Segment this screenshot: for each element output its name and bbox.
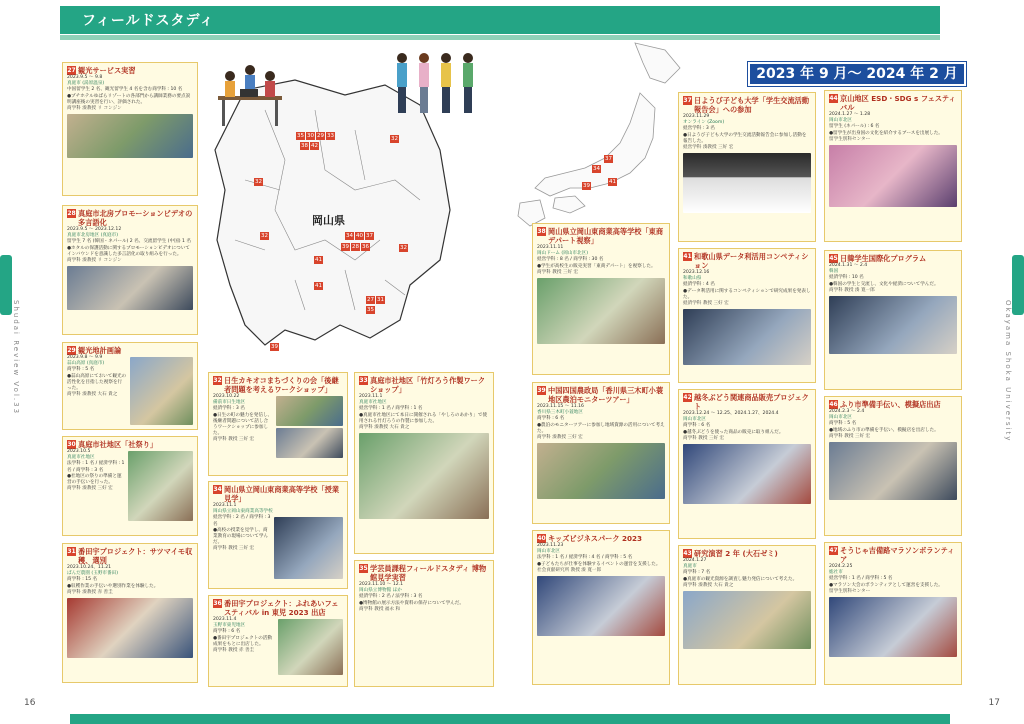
card-date: 2023.11.15 〜 11.16 <box>537 404 584 409</box>
card-photo <box>274 517 343 579</box>
card-participants: 商学科 : 6 名 <box>213 629 241 635</box>
card-place: 韓国 <box>829 269 839 275</box>
page-number-right: 17 <box>988 698 1000 708</box>
card-description: ●博物館の展示方法や資料の保存について学んだ。 <box>359 600 464 606</box>
students-at-desk-illustration <box>210 62 290 130</box>
card-46 <box>824 396 962 536</box>
card-description: ●学生が高校生の販売実習「東商デパート」を視察した。 <box>537 263 656 269</box>
card-photo <box>829 442 957 500</box>
card-date: 2023.11.10 〜 12.1 <box>359 582 404 587</box>
card-place: 岡山市北区 <box>829 118 852 124</box>
card-photo <box>128 451 193 521</box>
page-number-left: 16 <box>24 698 36 708</box>
card-participants: 商学科 : 5 名 <box>67 367 95 373</box>
map-marker: 30 <box>307 133 314 139</box>
card-faculty: 商学科 湊教授 三好 宏 <box>537 435 583 441</box>
card-faculty: 商学科 湊教授 赤 善圭 <box>67 589 113 595</box>
map-marker: 35 <box>297 133 304 139</box>
card-faculty: 商学科 教授 三好 宏 <box>537 269 579 275</box>
card-date: 2023.11.23 <box>537 543 564 548</box>
map-marker: 41 <box>315 257 322 263</box>
card-place: 真庭市社地区 <box>359 400 387 406</box>
map-marker: 32 <box>255 179 262 185</box>
map-marker: 42 <box>311 143 318 149</box>
card-number-badge: 34 <box>213 486 222 493</box>
card-photo <box>67 114 193 158</box>
card-37 <box>678 92 816 242</box>
card-participants: 商学科 : 7 名 <box>683 570 711 576</box>
japan-marker: 34 <box>593 166 600 172</box>
card-photo <box>829 145 957 207</box>
card-47 <box>824 542 962 685</box>
header-stripe <box>60 35 940 40</box>
card-date: 2023.11.29 <box>683 114 710 119</box>
card-description: ●越冬ぶどうを使った商品の販売に取り組んだ。 <box>683 429 784 435</box>
card-38 <box>532 223 670 375</box>
card-participants: 商学科 : 15 名 <box>67 577 98 583</box>
map-marker: 36 <box>362 244 369 250</box>
card-photo <box>278 619 343 675</box>
card-description: ●留学生が出身国の文化を紹介するブースを出展した。 <box>829 130 943 136</box>
card-date: 2023.11.1 <box>213 503 237 508</box>
card-description: ●社地区の祭りの準備と運営の手伝いを行った。 <box>67 473 122 486</box>
map-marker: 32 <box>391 136 398 142</box>
card-title: 日ようび子ども大学「学生交流活動報告会」への参加 <box>694 96 810 114</box>
card-place: 玉野市東児地区 <box>213 623 246 629</box>
card-description: ●蒜山高原にておいて観光の活性化を目指した視察を行った。 <box>67 373 127 392</box>
section-title: フィールドスタディ <box>82 13 215 29</box>
card-participants: 中国留学生 2 名、観光留学生 4 名を含む商学科 : 10 名 <box>67 87 183 93</box>
right-vertical-text: Okayama Shoka University <box>1004 300 1012 443</box>
card-faculty: 商学科 湊教授 リ コンジン <box>67 258 122 264</box>
card-faculty: 商学科 湊教授 大石 貴之 <box>359 425 410 431</box>
card-date: 2023.10.5 <box>67 449 91 454</box>
card-40 <box>532 530 670 685</box>
card-photo <box>359 433 489 519</box>
card-faculty: 商学科 教授 三好 宏 <box>213 437 255 443</box>
card-title: 中国四国農政局「香川県三木町小蓑地区農泊モニターツアー」 <box>548 386 664 404</box>
card-place: 岡山県立岡山東商業高等学校 <box>213 509 273 515</box>
card-photo <box>683 591 811 649</box>
map-marker: 35 <box>367 307 374 313</box>
card-place: 真庭市社地区 <box>67 455 95 461</box>
card-photo <box>276 396 343 426</box>
card-description: ●真庭市社地区にて本日に開催される「やしろのあかり」で使用される竹灯ろうの作製に参加した。 <box>359 412 488 424</box>
map-marker: 27 <box>367 297 374 303</box>
card-date: 2023.10.24、11.21 <box>67 565 112 570</box>
card-participants: 経営学科 : 3 名 <box>683 126 715 132</box>
card-faculty: 商学科 湊教授 リ コンジン <box>67 106 122 112</box>
card-number-badge: 30 <box>67 441 76 448</box>
card-date: 2023.9.5 〜 9.8 <box>67 75 103 80</box>
card-number-badge: 29 <box>67 347 76 354</box>
card-date: 2023.9.8 〜 9.9 <box>67 355 103 360</box>
card-33 <box>354 372 494 554</box>
card-title: 越冬ぶどう関連商品販売プロジェクト <box>694 393 809 411</box>
card-photo <box>537 443 665 499</box>
card-place: 岡山市北区 <box>537 549 560 555</box>
card-title: 観光地計画論 <box>78 346 122 355</box>
card-number-badge: 45 <box>829 255 838 262</box>
card-description: ●収穫作業の手伝いや選別作業を体験した。 <box>67 583 159 589</box>
card-28 <box>62 205 198 335</box>
card-45 <box>824 250 962 390</box>
card-place: 岡山市北区 <box>829 415 852 421</box>
japan-marker: 39 <box>583 183 590 189</box>
card-faculty: 留学生別科センター <box>829 588 871 594</box>
card-faculty: 商学科 湊教授 三好 宏 <box>67 486 113 492</box>
card-date: 2024.1.27 <box>683 558 707 563</box>
card-photo <box>537 576 665 636</box>
card-faculty: 留学生別科センター <box>829 136 871 142</box>
card-faculty: 商学科 湊教授 大石 貴之 <box>67 392 118 398</box>
card-place: 香川県三木町小蓑地区 <box>537 410 583 416</box>
card-number-badge: 47 <box>829 547 838 554</box>
map-marker: 39 <box>342 244 349 250</box>
card-place: 和歌山県 <box>683 276 702 282</box>
card-faculty: 経済学科 教授 三好 宏 <box>683 301 729 307</box>
map-marker: 34 <box>346 233 353 239</box>
card-description: ●真庭市の観光資源を調査し魅力発信について考えた。 <box>683 576 798 582</box>
card-31 <box>62 543 198 683</box>
card-description: ●農泊のモニターツアーに参加し地域資源の活用について考えた。 <box>537 422 665 434</box>
card-date: 2023.10.22 <box>213 394 240 399</box>
card-number-badge: 44 <box>829 95 838 102</box>
card-date: 2024.2.25 <box>829 564 853 569</box>
card-number-badge: 38 <box>537 228 546 235</box>
card-title: 和歌山県データ利活用コンペティション <box>694 252 809 270</box>
map-marker: 29 <box>317 133 324 139</box>
card-date: 2024.2.3 〜 2.4 <box>829 409 865 414</box>
card-faculty: 社会貢献研究所 教授 湊 寛一郎 <box>537 567 602 573</box>
card-participants: 留学生 7 名 (韓国・ネパール) 2 名、交流留学生 (中国) 1 名 <box>67 239 191 245</box>
card-photo <box>67 266 193 310</box>
card-participants: 経済学科 : 4 名 <box>683 282 715 288</box>
left-vertical-text: Shudai Review Vol.33 <box>12 300 20 416</box>
card-number-badge: 42 <box>683 394 692 401</box>
card-title: 観光サービス実習 <box>78 66 136 75</box>
card-43 <box>678 545 816 685</box>
map-marker: 31 <box>377 297 384 303</box>
card-title: キッズビジネスパーク 2023 <box>548 534 643 543</box>
card-title: 番田宇プロジェクト：サツマイモ収穫、選別 <box>78 547 193 565</box>
card-date: 2023.12.24 〜 12.25、2024.1.27、2024.4 <box>683 411 779 416</box>
card-place: 真庭市 (湯原温泉) <box>67 81 105 87</box>
card-place: 岡山ドーム (岡山市北区) <box>537 251 588 257</box>
card-32 <box>208 372 348 476</box>
card-participants: 経営学科 : 1 名 / 商学科 : 5 名 <box>829 576 893 582</box>
students-standing-illustration <box>392 50 484 116</box>
map-marker: 33 <box>327 133 334 139</box>
footer-bar <box>70 714 950 724</box>
map-marker: 32 <box>400 245 407 251</box>
card-faculty: 経営学科 湊教授 三好 宏 <box>683 145 734 151</box>
card-34 <box>208 481 348 589</box>
card-number-badge: 36 <box>213 600 222 607</box>
card-participants: 経済学科 : 10 名 <box>829 275 864 281</box>
card-faculty: 商学科 湊教授 大石 貴之 <box>683 582 734 588</box>
card-date: 2023.11.1 <box>359 394 383 399</box>
card-date: 2024.1.27 〜 1.28 <box>829 112 871 117</box>
card-faculty: 商学科 教授 福永 和 <box>359 606 401 612</box>
card-participants: 法学科 : 1 名 / 経済学科 : 1 名 / 商学科 : 3 名 <box>67 461 125 473</box>
right-side-tab <box>1012 255 1024 315</box>
card-photo <box>683 153 811 213</box>
card-title: 真庭市社地区「社祭り」 <box>78 440 158 449</box>
card-participants: 経営学科 : 2 名 / 商学科 : 3 名 <box>213 515 271 527</box>
card-description: ●プチホテルゆばらリゾートの各部門から講師業務の要点説明講座後の実習を行い、評価された。 <box>67 93 191 105</box>
card-faculty: 商学科 教授 赤 善圭 <box>213 648 255 654</box>
card-photo <box>276 428 343 458</box>
card-participants: 経済学科 : 2 名 / 法学科 : 3 名 <box>359 594 423 600</box>
card-participants: 経営学科 : 1 名 / 商学科 : 1 名 <box>359 406 423 412</box>
card-39 <box>532 382 670 524</box>
card-title: 番田宇プロジェクト：ふれあいフェスティバル in 東児 2023 出店 <box>224 599 339 617</box>
card-title: 岡山県立岡山東商業高等学校「東商デパート視察」 <box>548 227 664 245</box>
card-participants: 経営学科 : 8 名 / 商学科 : 30 名 <box>537 257 604 263</box>
card-41 <box>678 248 816 383</box>
map-marker: 28 <box>352 244 359 250</box>
card-place: 備前市日生地区 <box>213 400 246 406</box>
card-44 <box>824 90 962 242</box>
japan-map <box>515 38 690 228</box>
card-description: ●地域のふり市の準備を手伝い、模擬店を出店した。 <box>829 427 939 433</box>
card-place: 真庭市 <box>683 564 697 570</box>
card-date: 2023.11.4 <box>213 617 237 622</box>
card-participants: 商学科 : 5 名 <box>829 421 857 427</box>
card-number-badge: 41 <box>683 253 692 260</box>
map-marker: 38 <box>301 143 308 149</box>
card-date: 2023.11.11 <box>537 245 564 250</box>
card-photo <box>683 309 811 365</box>
card-photo <box>67 598 193 658</box>
card-place: 真庭市北房地区 (真庭市) <box>67 233 118 239</box>
card-participants: 商学科 : 6 名 <box>683 423 711 429</box>
card-number-badge: 31 <box>67 548 76 555</box>
card-title: 真庭市北房プロモーションビデオの多言語化 <box>78 209 193 227</box>
card-35 <box>354 560 494 687</box>
card-participants: 留学生 (ネパール) : 6 名 <box>829 124 880 130</box>
card-faculty: 商学科 教授 三好 宏 <box>213 546 255 552</box>
card-place: 総社市 <box>829 570 843 576</box>
card-30 <box>62 436 198 536</box>
card-date: 2024.1.31 〜 2.4 <box>829 263 868 268</box>
card-number-badge: 46 <box>829 401 838 408</box>
section-header <box>60 6 940 34</box>
card-photo <box>130 357 193 425</box>
card-number-badge: 37 <box>683 97 692 104</box>
card-title: ふり市準備手伝い、模擬店出店 <box>840 400 941 409</box>
card-27 <box>62 62 198 196</box>
card-description: ●番田宇プロジェクトの活動成果をもとに出店した。 <box>213 635 273 647</box>
card-description: ●子どもたちが仕事を体験するイベントの運営を支援した。 <box>537 561 661 567</box>
map-marker: 39 <box>271 344 278 350</box>
card-number-badge: 28 <box>67 210 76 217</box>
card-number-badge: 43 <box>683 550 692 557</box>
left-side-tab <box>0 255 12 315</box>
card-participants: 経済学科 : 3 名 <box>213 406 245 412</box>
card-place: 岡山県立博物館 ほか <box>359 588 402 594</box>
period-banner: 2023 年 9 月〜 2024 年 2 月 <box>748 62 966 86</box>
card-title: 岡山県立岡山東商業高等学校「授業見学」 <box>224 485 340 503</box>
card-place: 岡山市北区 <box>683 417 706 423</box>
japan-marker: 37 <box>605 156 612 162</box>
card-number-badge: 33 <box>359 377 368 384</box>
map-marker: 32 <box>261 233 268 239</box>
card-faculty: 商学科 教授 三好 宏 <box>829 433 871 439</box>
card-29 <box>62 342 198 430</box>
card-36 <box>208 595 348 687</box>
map-marker: 41 <box>315 283 322 289</box>
card-title: 真庭市社地区「竹灯ろう作製ワークショップ」 <box>370 376 486 394</box>
card-number-badge: 39 <box>537 387 546 394</box>
card-title: 日韓学生国際化プログラム <box>840 254 927 263</box>
japan-marker: 41 <box>609 179 616 185</box>
card-participants: 商学科 : 6 名 <box>537 416 565 422</box>
card-description: ●韓国の学生と交流し、文化や経済について学んだ。 <box>829 281 939 287</box>
card-number-badge: 32 <box>213 377 222 384</box>
card-description: ●日ようび子ども大学の学生交流活動報告会に参加し活動を報告した。 <box>683 132 807 144</box>
card-number-badge: 40 <box>537 535 546 542</box>
card-title: 日生カキオコまちづくりの会「後継者問題を考えるワークショップ」 <box>224 376 339 394</box>
card-number-badge: 27 <box>67 67 76 74</box>
card-photo <box>683 444 811 504</box>
card-number-badge: 35 <box>359 565 368 572</box>
card-photo <box>829 296 957 354</box>
card-photo <box>537 278 665 344</box>
card-faculty: 商学科 教授 湊 寛一郎 <box>829 287 875 293</box>
card-title: 学芸員課程フィールドスタディ 博物館見学実習 <box>370 564 487 582</box>
card-description: ●日生の町の魅力を発信し、後継者問題について話し合うワークショップに参加した。 <box>213 412 273 437</box>
card-title: 京山地区 ESD・SDG s フェスティバル <box>840 94 956 112</box>
card-place: 蒜山高原 (真庭市) <box>67 361 105 367</box>
card-participants: 法学科 : 1 名 / 経済学科 : 4 名 / 商学科 : 5 名 <box>537 555 633 561</box>
map-label-okayama: 岡山県 <box>312 214 345 227</box>
card-photo <box>829 597 957 657</box>
card-place: ぱんだ農園 (玉野市番田) <box>67 571 118 577</box>
card-42 <box>678 389 816 539</box>
card-date: 2023.12.16 <box>683 270 710 275</box>
card-description: ●ホタルの保護活動に関するプロモーションビデオについてインバウンドを意識した多言語化の取り組みを行った。 <box>67 245 190 257</box>
card-description: ●データ利活用に関するコンペティションで研究成果を発表した。 <box>683 288 811 300</box>
card-description: ●マラソン大会のボランティアとして運営を支援した。 <box>829 582 943 588</box>
map-marker: 37 <box>366 233 373 239</box>
card-description: ●高校の授業を見学し、商業教育の現場について学んだ。 <box>213 527 269 546</box>
map-marker: 40 <box>356 233 363 239</box>
card-title: 研究演習 2 年 (大石ゼミ) <box>694 549 778 558</box>
card-place: オンライン (Zoom) <box>683 120 725 126</box>
card-title: そうじゃ吉備路マラソンボランティア <box>840 546 955 564</box>
card-date: 2023.9.5 〜 2023.12.12 <box>67 227 122 232</box>
card-faculty: 商学科 教授 三好 宏 <box>683 435 725 441</box>
